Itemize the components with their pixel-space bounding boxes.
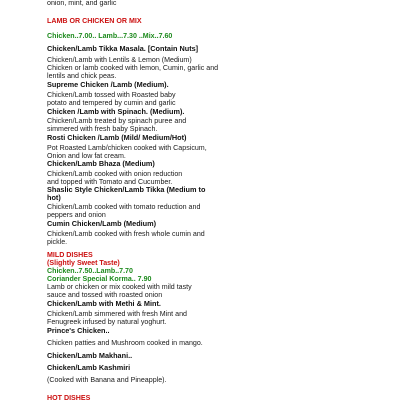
dish-description-line: Pot Roasted Lamb/chicken cooked with Capsicum, — [47, 144, 207, 152]
dish-name: Chicken /Lamb with Spinach. (Medium). — [47, 107, 185, 116]
dish-name: Chicken/Lamb Kashmiri — [47, 363, 131, 372]
dish-description-line: Chicken/Lamb tossed with Roasted baby — [47, 91, 176, 99]
dish-name: Shaslic Style Chicken/Lamb Tikka (Medium to — [47, 185, 206, 194]
dish-description-line: sauce and tossed with roasted onion — [47, 291, 163, 299]
section-subtitle: (Slightly Sweet Taste) — [47, 259, 120, 267]
dish-description-line: pickle. — [47, 238, 68, 246]
dish-description-line: simmered with fresh baby Spinach. — [47, 125, 158, 133]
dish-name: Chicken/Lamb Bhaza (Medium) — [47, 159, 155, 168]
dish-description-line: Chicken/Lamb simmered with fresh Mint and — [47, 310, 187, 318]
dish-description-line: Onion and low fat cream. — [47, 152, 126, 160]
section-prices: Chicken..7.50..Lamb..7.70 — [47, 267, 133, 275]
dish-description-line: Chicken patties and Mushroom cooked in mango. — [47, 339, 203, 347]
dish-description-line: Chicken/Lamb cooked with fresh whole cumin and — [47, 230, 205, 238]
section-heading-lamb-chicken-mix: LAMB OR CHICKEN OR MIX — [47, 17, 142, 25]
dish-name: Chicken/Lamb with Methi & Mint. — [47, 299, 161, 308]
section-prices: Chicken..7.00.. Lamb...7.30 ..Mix..7.60 — [47, 32, 173, 40]
dish-description-line: Chicken/Lamb with Lentils & Lemon (Medium) — [47, 56, 192, 64]
special-dish-price: Coriander Special Korma.. 7.90 — [47, 275, 152, 283]
dish-description-line: (Cooked with Banana and Pineapple). — [47, 376, 167, 384]
dish-description-line: Chicken/Lamb cooked with tomato reduction and — [47, 203, 201, 211]
dish-description-line: peppers and onion — [47, 211, 106, 219]
dish-description-line: Chicken or lamb cooked with lemon, Cumin, garlic and — [47, 64, 219, 72]
dish-name: Chicken/Lamb Tikka Masala. [Contain Nuts] — [47, 44, 199, 53]
dish-name: Supreme Chicken /Lamb (Medium). — [47, 80, 169, 89]
dish-name: Rosti Chicken /Lamb (Mild/ Medium/Hot) — [47, 133, 187, 142]
section-heading-mild-dishes: MILD DISHES — [47, 251, 93, 259]
dish-description-line: Chicken/Lamb treated by spinach puree and — [47, 117, 187, 125]
dish-description-line: and topped with Tomato and Cucumber. — [47, 178, 173, 186]
dish-description-line: Chicken/Lamb cooked with onion reduction — [47, 170, 183, 178]
dish-name: Chicken/Lamb Makhani.. — [47, 351, 133, 360]
dish-name: Cumin Chicken/Lamb (Medium) — [47, 219, 157, 228]
section-heading-hot-dishes: HOT DISHES — [47, 394, 91, 402]
dish-description-line: Fenugreek infused by natural yoghurt. — [47, 318, 167, 326]
dish-description-line: potato and tempered by cumin and garlic — [47, 99, 176, 107]
dish-description-line: Lamb or chicken or mix cooked with mild tasty — [47, 283, 192, 291]
dish-description-line: lentils and chick peas. — [47, 72, 117, 80]
continued-description: onion, mint, and garlic — [47, 0, 117, 7]
dish-name: Prince's Chicken.. — [47, 326, 110, 335]
dish-name-continued: hot) — [47, 193, 61, 202]
